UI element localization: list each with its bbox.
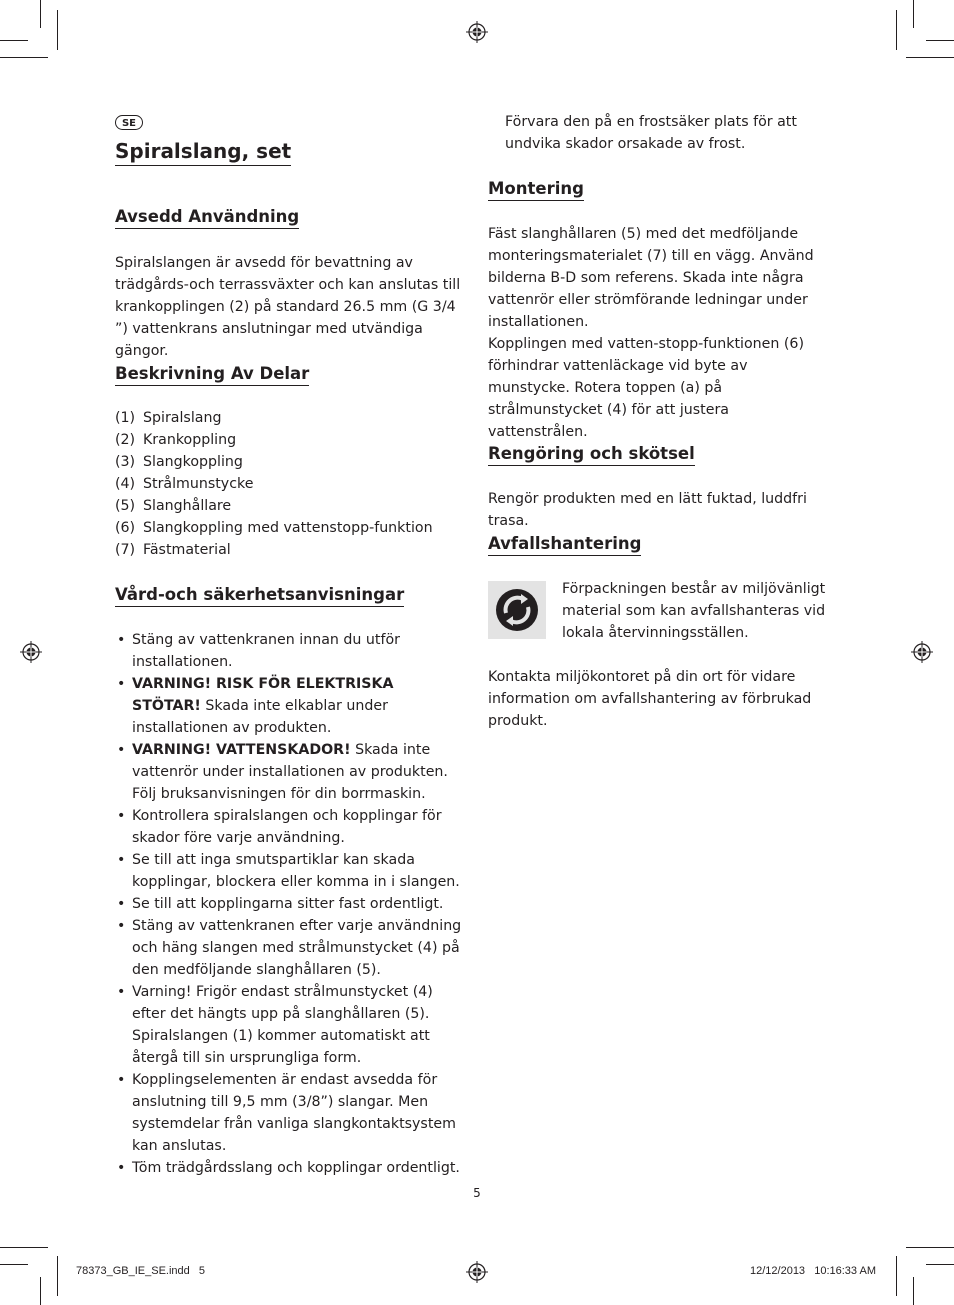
list-text: Stäng av vattenkranen innan du utför installationen. <box>132 632 400 670</box>
list-text: Se till att inga smutspartiklar kan skada kopplingar, blockera eller komma in i slangen. <box>132 852 460 890</box>
section-heading: Avfallshantering <box>488 533 641 556</box>
part-label: Spiralslang <box>143 410 222 426</box>
list-item <box>115 915 467 981</box>
list-text: Skada inte elkablar under installationen av produkten. <box>132 698 388 736</box>
section-heading: Beskrivning Av Delar <box>115 363 309 386</box>
crop-mark <box>40 0 41 28</box>
list-item <box>115 495 467 517</box>
warning-text: VARNING! VATTENSKADOR! <box>132 742 351 758</box>
list-item <box>115 1069 467 1157</box>
parts-list-container <box>115 407 467 561</box>
part-number: (1) <box>115 410 136 426</box>
list-text: Kopplingselementen är endast avsedda för anslutning till 9,5 mm (3/8”) slangar. Men systemdelar från vanliga slangkontaktsystem kan anslutas. <box>132 1072 456 1154</box>
crop-mark <box>906 1247 954 1248</box>
crop-mark <box>0 1264 28 1265</box>
list-item <box>115 629 467 673</box>
crop-mark <box>57 10 58 50</box>
slug-filename: 78373_GB_IE_SE.indd 5 <box>76 1265 206 1277</box>
section-sakerhet <box>115 584 404 607</box>
section-heading: Avsedd Användning <box>115 206 299 229</box>
crop-mark <box>896 1256 897 1296</box>
list-item <box>115 805 467 849</box>
rengoring-text <box>488 488 838 532</box>
list-item <box>115 849 467 893</box>
crop-mark <box>913 1277 914 1305</box>
crop-mark <box>926 1264 954 1265</box>
list-text: Skada inte vattenrör under installationen av produkten. Följ bruksanvisningen för din borrmaskin. <box>132 742 448 802</box>
paragraph: Kopplingen med vatten-stopp-funktionen (6) förhindrar vattenläckage vid byte av munstycke. Rotera toppen (a) på strålmunstycket (4) för att justera vattenstrålen. <box>488 336 804 440</box>
section-heading: Vård-och säkerhetsanvisningar <box>115 584 404 607</box>
part-number: (6) <box>115 520 136 536</box>
list-text: Stäng av vattenkranen efter varje användning och häng slangen med strålmunstycket (4) på den medföljande slanghållaren (5). <box>132 918 462 978</box>
list-text: Kontrollera spiralslangen och kopplingar för skador före varje användning. <box>132 808 442 846</box>
list-item <box>115 473 467 495</box>
crop-mark <box>0 40 28 41</box>
list-item <box>115 673 467 739</box>
language-badge: SE <box>115 115 143 130</box>
part-label: Strålmunstycke <box>143 476 254 492</box>
safety-list-container <box>115 629 467 1179</box>
paragraph: Förvara den på en frostsäker plats för att undvika skador orsakade av frost. <box>505 114 797 152</box>
montering-text <box>488 223 828 443</box>
crop-mark <box>57 1256 58 1296</box>
part-number: (3) <box>115 454 136 470</box>
safety-list <box>115 629 467 1179</box>
list-item <box>115 739 467 805</box>
page-number: 5 <box>473 1186 481 1200</box>
section-rengoring <box>488 443 695 466</box>
list-item <box>115 1157 467 1179</box>
list-item <box>115 517 467 539</box>
list-item <box>115 451 467 473</box>
section-montering <box>488 178 584 201</box>
crop-mark <box>926 40 954 41</box>
avfall-text <box>488 666 828 732</box>
list-text: Varning! Frigör endast strålmunstycket (4) efter det hängts upp på slanghållaren (5). Spiralslangen (1) kommer automatiskt att återgå till sin ursprungliga form. <box>132 984 433 1066</box>
slug-date: 12/12/2013 10:16:33 AM <box>750 1265 876 1277</box>
registration-mark-icon <box>20 641 42 663</box>
part-label: Slangkoppling med vattenstopp-funktion <box>143 520 433 536</box>
part-number: (4) <box>115 476 136 492</box>
part-number: (5) <box>115 498 136 514</box>
section-beskrivning <box>115 363 309 386</box>
registration-mark-icon <box>466 21 488 43</box>
storage-text <box>505 111 805 155</box>
paragraph: Kontakta miljökontoret på din ort för vidare information om avfallshantering av förbrukad produkt. <box>488 669 812 729</box>
section-avsedd <box>115 206 465 229</box>
crop-mark <box>0 1247 48 1248</box>
avsedd-text <box>115 252 467 362</box>
section-heading: Montering <box>488 178 584 201</box>
part-label: Slangkoppling <box>143 454 243 470</box>
parts-list <box>115 407 467 561</box>
crop-mark <box>913 0 914 28</box>
crop-mark <box>896 10 897 50</box>
registration-mark-icon <box>911 641 933 663</box>
section-avfall <box>488 533 641 556</box>
page-title: Spiralslang, set <box>115 137 291 166</box>
part-label: Slanghållare <box>143 498 232 514</box>
crop-mark <box>40 1277 41 1305</box>
paragraph: Förpackningen består av miljövänligt material som kan avfallshanteras vid lokala återvinningsställen. <box>562 581 826 641</box>
registration-mark-icon <box>466 1261 488 1283</box>
crop-mark <box>906 57 954 58</box>
list-item <box>115 407 467 429</box>
part-number: (2) <box>115 432 136 448</box>
warning-text: VARNING! RISK FÖR ELEKTRISKA STÖTAR! <box>132 676 394 714</box>
part-label: Fästmaterial <box>143 542 231 558</box>
crop-mark <box>0 57 48 58</box>
paragraph: Fäst slanghållaren (5) med det medföljande monteringsmaterialet (7) till en vägg. Använd bilderna B-D som referens. Skada inte några vattenrör eller strömförande ledningar under installationen. <box>488 226 814 330</box>
recycle-text <box>562 578 837 644</box>
section-heading: Rengöring och skötsel <box>488 443 695 466</box>
list-text: Töm trädgårdsslang och kopplingar ordentligt. <box>132 1160 460 1176</box>
list-item <box>115 429 467 451</box>
recycle-icon <box>488 581 546 639</box>
list-item <box>115 981 467 1069</box>
recycle-symbol <box>488 581 546 639</box>
part-label: Krankoppling <box>143 432 237 448</box>
paragraph: Rengör produkten med en lätt fuktad, luddfri trasa. <box>488 491 807 529</box>
list-item <box>115 893 467 915</box>
paragraph: Spiralslangen är avsedd för bevattning av trädgårds-och terrassväxter och kan anslutas till krankopplingen (2) på standard 26.5 mm (G 3/4 ”) vattenkrans anslutningar med utvändiga gängor. <box>115 255 461 359</box>
list-text: Se till att kopplingarna sitter fast ordentligt. <box>132 896 444 912</box>
list-item <box>115 539 467 561</box>
part-number: (7) <box>115 542 136 558</box>
